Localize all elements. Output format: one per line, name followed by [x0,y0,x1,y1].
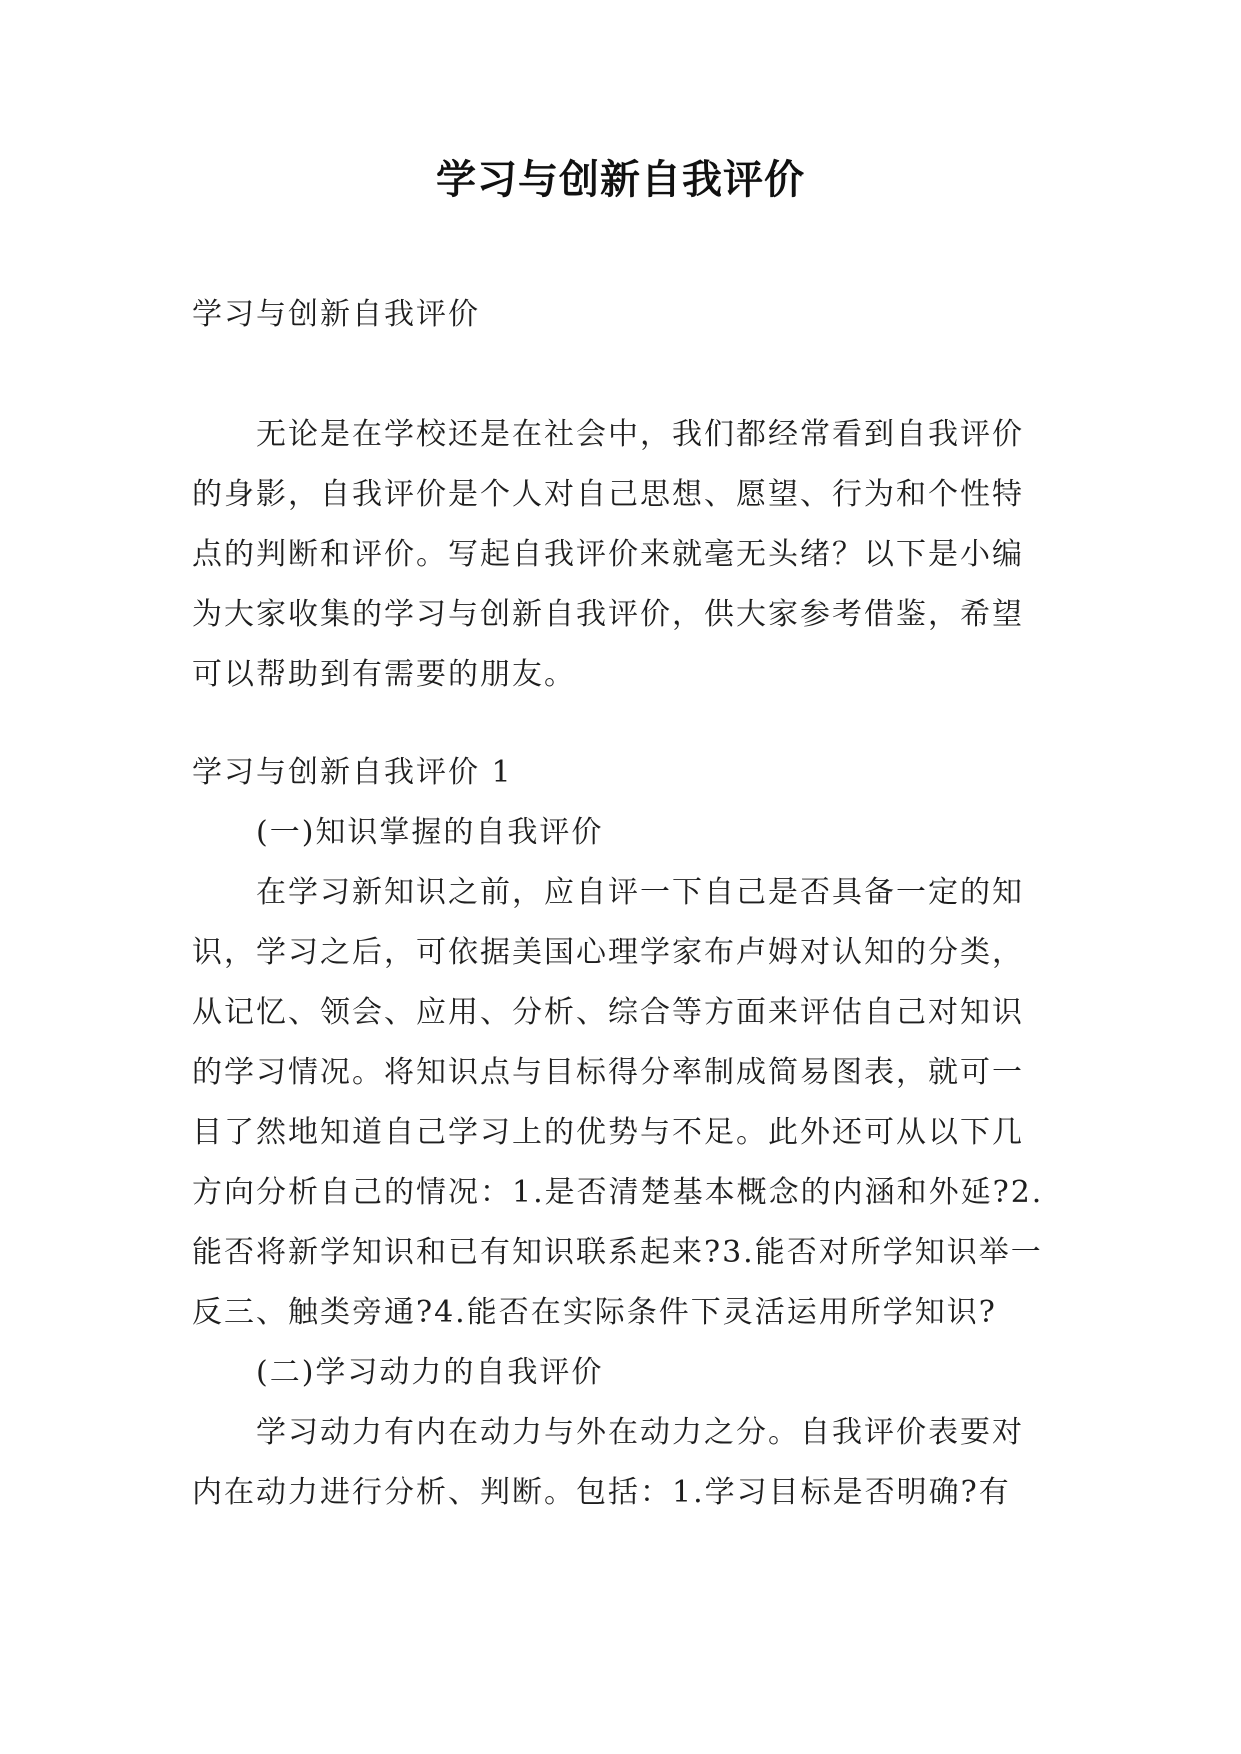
section-1-heading: 学习与创新自我评价 1 [192,755,513,790]
section-1-body [192,803,1052,1523]
intro-paragraph: 无论是在学校还是在社会中，我们都经常看到自我评价的身影，自我评价是个人对自己思想、愿望、行为和个性特点的判断和评价。写起自我评价来就毫无头绪？以下是小编为大家收集的学习与创新自我评价，供大家参考借鉴，希望可以帮助到有需要的朋友。 [192,417,1024,692]
document-subtitle: 学习与创新自我评价 [192,297,480,332]
document-title: 学习与创新自我评价 [436,157,805,203]
subsection-heading-knowledge: (一)知识掌握的自我评价 [256,815,604,850]
paragraph-knowledge: 在学习新知识之前，应自评一下自己是否具备一定的知识，学习之后，可依据美国心理学家布卢姆对认知的分类，从记忆、领会、应用、分析、综合等方面来评估自己对知识的学习情况。将知识点与目标得分率制成简易图表，就可一目了然地知道自己学习上的优势与不足。此外还可从以下几方向分析自己的情况：1.是否清楚基本概念的内涵和外延?2.能否将新学知识和已有知识联系起来?3.能否对所学知识举一反三、触类旁通?4.能否在实际条件下灵活运用所学知识? [192,875,1044,1330]
subsection-heading-motivation: (二)学习动力的自我评价 [256,1355,604,1390]
paragraph-motivation: 学习动力有内在动力与外在动力之分。自我评价表要对内在动力进行分析、判断。包括：1.学习目标是否明确?有 [192,1415,1024,1510]
